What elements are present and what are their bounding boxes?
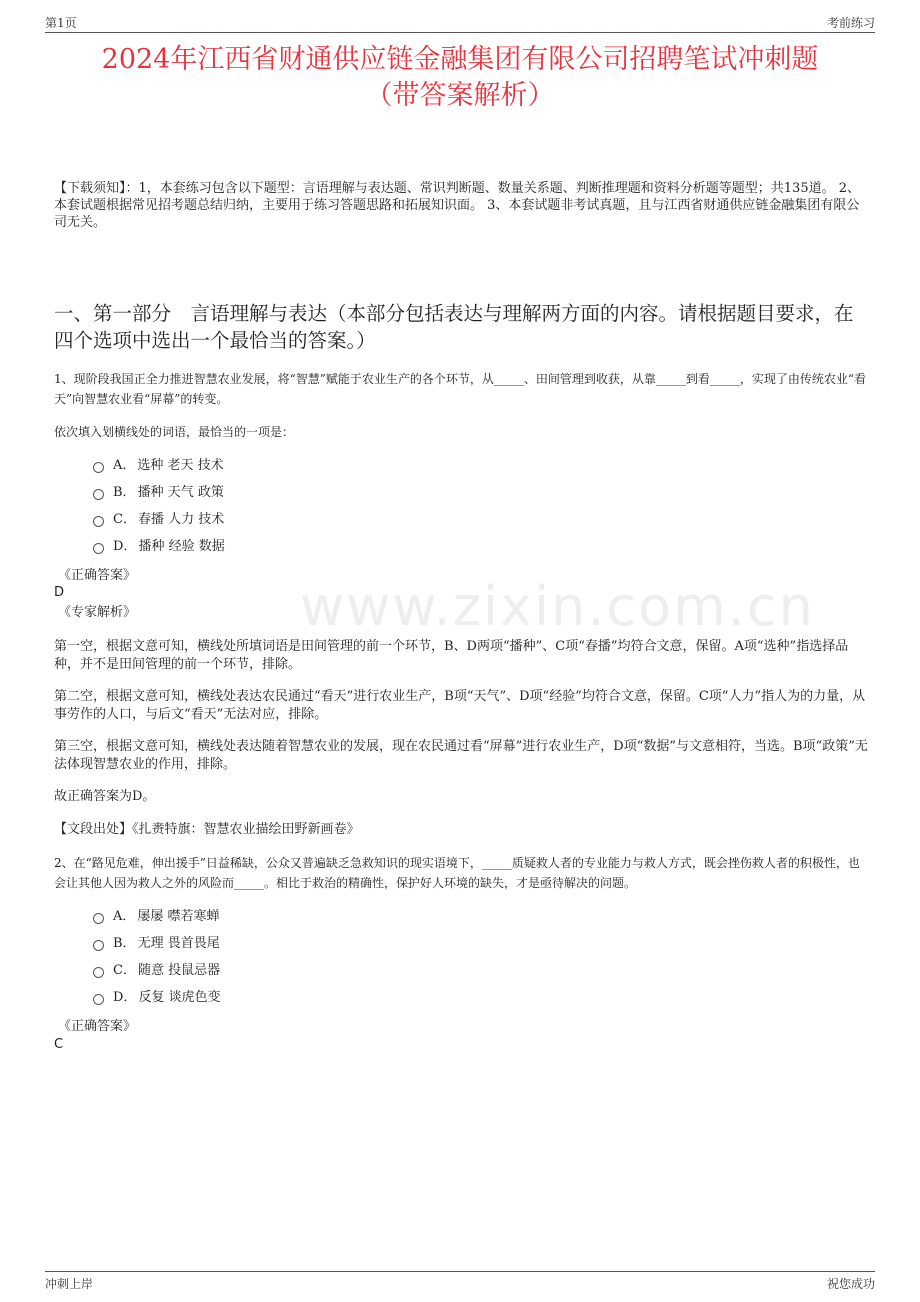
analysis-paragraph: 第三空，根据文意可知，横线处表达随着智慧农业的发展，现在农民通过看“屏幕”进行农业生产，D项“数据”与文意相符，当选。B项“政策”无法体现智慧农业的作用，排除。 bbox=[54, 739, 868, 772]
answer-label-1: 《正确答案》 bbox=[58, 568, 137, 583]
radio-icon[interactable] bbox=[93, 967, 104, 978]
analysis-paragraph: 第二空，根据文意可知，横线处表达农民通过“看天”进行农业生产，B项“天气”、D项“经验”均符合文意，保留。C项“人力”指人为的力量，从事劳作的人口，与后文“看天”无法对应，排除。 bbox=[54, 689, 866, 722]
option-1c[interactable]: C． 春播 人力 技术 bbox=[93, 510, 224, 530]
document-title bbox=[40, 42, 880, 114]
radio-icon[interactable] bbox=[93, 489, 104, 500]
analysis-label-1: 《专家解析》 bbox=[58, 605, 137, 620]
radio-icon[interactable] bbox=[93, 516, 104, 527]
option-2c[interactable]: C． 随意 投鼠忌器 bbox=[93, 961, 220, 981]
footer-right: 祝您成功 bbox=[826, 1277, 875, 1291]
page-header bbox=[45, 14, 875, 33]
option-1d[interactable]: D． 播种 经验 数据 bbox=[93, 537, 225, 557]
answer-label-2: 《正确答案》 bbox=[58, 1019, 137, 1034]
question-1-prompt: 依次填入划横线处的词语，最恰当的一项是： bbox=[54, 425, 295, 439]
title-line-1: 2024年江西省财通供应链金融集团有限公司招聘笔试冲刺题 bbox=[101, 44, 819, 75]
radio-icon[interactable] bbox=[93, 462, 104, 473]
option-2b[interactable]: B． 无理 畏首畏尾 bbox=[93, 934, 220, 954]
watermark: www.zixin.com.cn bbox=[300, 575, 815, 638]
source-citation: 【文段出处】《扎赉特旗：智慧农业描绘田野新画卷》 bbox=[54, 822, 360, 837]
radio-icon[interactable] bbox=[93, 940, 104, 951]
analysis-paragraph: 第一空，根据文意可知，横线处所填词语是田间管理的前一个环节，B、D两项“播种”、C项“春播”均符合文意，保留。A项“选种”指选择品种，并不是田间管理的前一个环节，排除。 bbox=[54, 639, 849, 672]
question-2-stem: 2、在“路见危难，伸出援手”日益稀缺，公众又普遍缺乏急救知识的现实语境下，_____质疑救人者的专业能力与救人方式，既会挫伤救人者的积极性，也会让其他人因为救人之外的风险而_____。相比于救治的精确性，保护好人环境的缺失，才是亟待解决的问题。 bbox=[54, 856, 860, 890]
option-1a[interactable]: A． 选种 老天 技术 bbox=[93, 456, 224, 476]
title-line-2: （带答案解析） bbox=[365, 80, 555, 111]
answer-2: C bbox=[54, 1037, 64, 1052]
radio-icon[interactable] bbox=[93, 913, 104, 924]
option-1b[interactable]: B． 播种 天气 政策 bbox=[93, 483, 224, 503]
analysis-conclusion: 故正确答案为D。 bbox=[54, 789, 156, 804]
footer-left: 冲刺上岸 bbox=[45, 1277, 94, 1291]
answer-1: D bbox=[54, 585, 65, 600]
question-1-stem: 1、现阶段我国正全力推进智慧农业发展，将“智慧”赋能于农业生产的各个环节，从_____、田间管理到收获，从靠_____到看_____，实现了由传统农业“看天”向智慧农业看“屏幕”的转变。 bbox=[54, 372, 867, 406]
section-heading: 一、第一部分 言语理解与表达（本部分包括表达与理解两方面的内容。请根据题目要求，在四个选项中选出一个最恰当的答案。） bbox=[54, 302, 854, 352]
radio-icon[interactable] bbox=[93, 543, 104, 554]
radio-icon[interactable] bbox=[93, 994, 104, 1005]
option-2d[interactable]: D． 反复 谈虎色变 bbox=[93, 988, 221, 1008]
download-notice: 【下载须知】：1，本套练习包含以下题型：言语理解与表达题、常识判断题、数量关系题、判断推理题和资料分析题等题型；共135道。 2、本套试题根据常见招考题总结归纳，主要用于练习答题思路和拓展知识面。 3、本套试题非考试真题，且与江西省财通供应链金融集团有限公司无关。 bbox=[54, 181, 860, 230]
option-2a[interactable]: A． 屡屡 噤若寒蝉 bbox=[93, 907, 220, 927]
page-number: 第1页 bbox=[45, 16, 77, 30]
header-label: 考前练习 bbox=[826, 16, 875, 30]
page-footer bbox=[45, 1271, 875, 1292]
